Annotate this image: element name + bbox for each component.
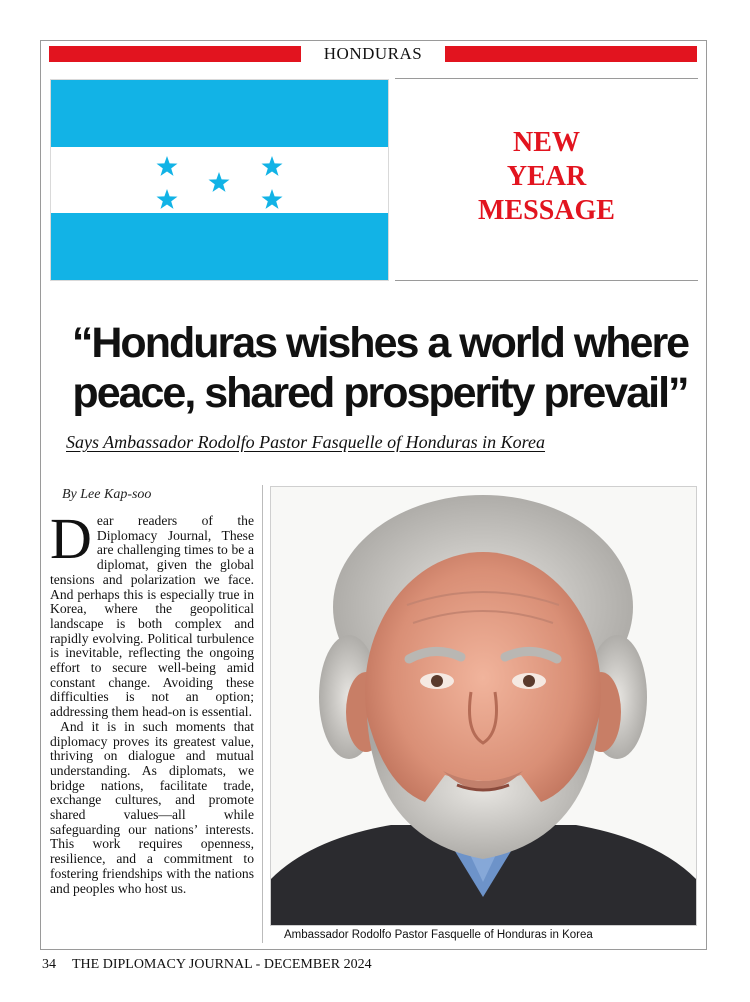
article-paragraph-1 — [50, 506, 254, 720]
ambassador-portrait-icon — [270, 486, 697, 926]
article-body — [50, 506, 254, 896]
drop-cap: D — [50, 506, 92, 571]
byline: By Lee Kap-soo — [62, 487, 152, 502]
honduras-flag-icon — [50, 79, 389, 281]
new-year-line-1: NEW — [513, 127, 580, 158]
photo-caption: Ambassador Rodolfo Pastor Fasquelle of Honduras in Korea — [284, 929, 593, 941]
headline-line-1: “Honduras wishes a world where — [71, 319, 689, 367]
article-headline — [60, 318, 700, 418]
star-icon — [157, 156, 178, 176]
section-header — [49, 44, 697, 64]
flag-stars — [51, 80, 388, 280]
star-icon — [262, 189, 283, 209]
star-icon — [262, 156, 283, 176]
article-paragraph-2: And it is in such moments that diplomacy proves its greatest value, thriving on dialogue and mutual understanding. As diplomats, we bridge nations, facilitate trade, exchange cultures, and promote shared values—all while safeguarding our nations’ interests. This work requires openness, resilience, and a commitment to fostering friendships with the nations and peoples who host us. — [50, 718, 254, 896]
article-subhead: Says Ambassador Rodolfo Pastor Fasquelle of Honduras in Korea — [66, 432, 546, 452]
star-icon — [157, 189, 178, 209]
section-rule-right — [445, 46, 697, 62]
column-divider — [262, 485, 263, 943]
portrait-illustration — [271, 487, 696, 925]
section-rule-left — [49, 46, 301, 62]
new-year-message-box — [395, 78, 698, 281]
new-year-line-3: MESSAGE — [478, 195, 615, 226]
publication-name: THE DIPLOMACY JOURNAL - DECEMBER 2024 — [72, 957, 372, 972]
headline-line-2: peace, shared prosperity prevail” — [72, 369, 688, 417]
new-year-line-2: YEAR — [506, 161, 587, 192]
star-icon — [209, 172, 230, 192]
page-number: 34 — [42, 957, 56, 972]
section-label: HONDURAS — [323, 44, 423, 63]
page-footer — [42, 957, 372, 973]
article-paragraph-1-text: ear readers of the Diplomacy Journal, These are challenging times to be a diplomat, given the global tensions and polarization we face. And perhaps this is especially true in Korea, where the geopolitical landscape is both complex and rapidly evolving. Political turbulence is inevitable, reflecting the ongoing effort to secure well-being amid constant change. Avoiding these difficulties is not an option; addressing them head-on is essential. — [50, 513, 254, 720]
